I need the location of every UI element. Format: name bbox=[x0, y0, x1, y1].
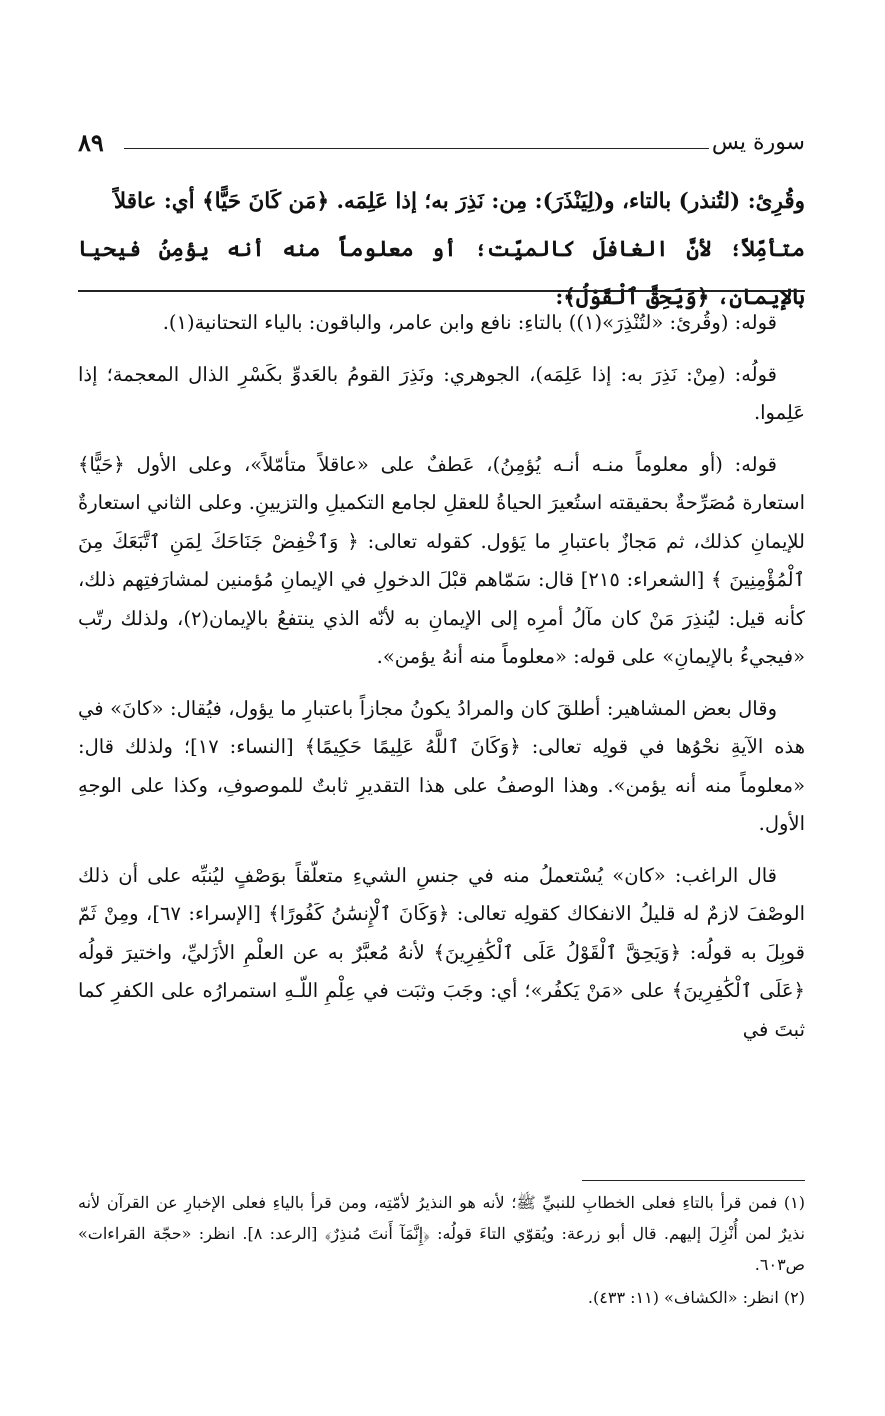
main-text bbox=[78, 178, 805, 322]
surah-name: سورة يس bbox=[711, 130, 805, 155]
footnotes bbox=[78, 1187, 805, 1315]
footnote: (٢) انظر: «الكشاف» (١١: ٤٣٣). bbox=[587, 1288, 805, 1307]
main-text-line: وقُرِئ: (لتُنذر) بالتاء، و(لِيَنْذَرَ): مِن: نَذِرَ به؛ إذا عَلِمَه. ﴿مَن كَانَ حَيًّا﴾ أي: عاقلاً bbox=[113, 189, 805, 214]
header-rule bbox=[124, 148, 709, 149]
page-header bbox=[78, 128, 805, 168]
main-text-divider bbox=[78, 290, 805, 292]
commentary-paragraph: وقال بعض المشاهير: أطلقَ كان والمرادُ يكونُ مجازاً باعتبارِ ما يؤول، فيُقال: «كانَ» في هذه الآيةِ نحْوُها في قولِه تعالى: ﴿وَكَانَ ٱللَّهُ عَلِيمًا حَكِيمًا﴾ [النساء: ١٧]؛ ولذلك قال: «معلوماً منه أنه يؤمن». وهذا الوصفُ على هذا التقديرِ ثابتٌ للموصوفِ، وكذا على الوجهِ الأول. bbox=[78, 696, 805, 835]
commentary-paragraph: قوله: (وقُرئ: «لتُنْذِرَ»(١)) بالتاءِ: نافع وابن عامر، والباقون: بالياء التحتانية(١). bbox=[162, 311, 777, 334]
footnote-divider bbox=[582, 1180, 805, 1181]
footnote: (١) فمن قرأ بالتاءِ فعلى الخطابِ للنبيِّ ﷺ؛ لأنه هو النذيرُ لأمّتِه، ومن قرأ بالياءِ فعلى الإخبارِ عن القرآن لأنه نذيرٌ لمن أُنْزِلَ إليهم. قال أبو زرعة: ويُقوّي التاءَ قولُه: ﴿إِنَّمَآ أَنتَ مُنذِرٌ﴾ [الرعد: ٨]. انظر: «حجّة القراءات» ص٦٠٣. bbox=[78, 1193, 806, 1274]
commentary bbox=[78, 304, 805, 1062]
commentary-paragraph: قوله: (أو معلوماً منـه أنـه يُؤمِنُ)، عَطفٌ على «عاقلاً متأمّلاً»، وعلى الأول ﴿حَيًّا﴾ استعارة مُصَرِّحةٌ بحقيقته استُعيرَ الحياةُ للعقلِ لجامع التكميلِ والتزيينِ. وعلى الثاني استعارةٌ للإيمانِ كذلك، ثم مَجازٌ باعتبارِ ما يَؤول. كقوله تعالى: ﴿ وَٱخْفِضْ جَنَاحَكَ لِمَنِ ٱتَّبَعَكَ مِنَ ٱلْمُؤْمِنِينَ ﴾ [الشعراء: ٢١٥] قال: سَمّاهم قبْلَ الدخولِ في الإيمانِ مُؤمنين لمشارَفتِهم ذلك، كأنه قيل: ليُنذِرَ مَنْ كان مآلُ أمرِه إلى الإيمانِ به لأنّه الذي ينتفعُ بالإيمان(٢)، ولذلك رتّب «فيجيءُ بالإيمانِ» على قوله: «معلوماً منه أنهُ يؤمن». bbox=[78, 452, 805, 668]
commentary-paragraph: قولُه: (مِنْ: نَذِرَ به: إذا عَلِمَه)، الجوهري: ونَذِرَ القومُ بالعَدوِّ بكَسْرِ الذال المعجمة؛ إذا عَلِموا. bbox=[78, 362, 805, 424]
commentary-paragraph: قال الراغب: «كان» يُسْتعملُ منه في جنسِ الشيءِ متعلّقاً بوَصْفٍ ليُنبِّه على أن ذلك الوصْفَ لازمٌ له قليلُ الانفكاك كقولِه تعالى: ﴿وَكَانَ ٱلْإِنسَٰنُ كَفُورًا﴾ [الإسراء: ٦٧]، ومِنْ ثَمّ قوبِلَ به قولُه: ﴿وَيَحِقَّ ٱلْقَوْلُ عَلَى ٱلْكَٰفِرِينَ﴾ لأنهُ مُعبَّرٌ به عن العلْمِ الأزَليِّ، واختيرَ قولُه ﴿عَلَى ٱلْكَٰفِرِينَ﴾ على «مَنْ يَكفُر»؛ أي: وجَبَ وثبَت في عِلْمِ اللّـهِ استمرارُه على الكفرِ كما ثبتَ في bbox=[78, 863, 805, 1041]
page-number: ٨٩ bbox=[78, 128, 104, 157]
main-text-line: متأمِّلاً؛ لأنَّ الغافلَ كالميِّت؛ أو معلوماً منه أنه يؤمِنُ فيحيا بالإيمان، ﴿وَيَحِقَّ ٱلْقَوْلُ﴾: bbox=[78, 237, 805, 310]
